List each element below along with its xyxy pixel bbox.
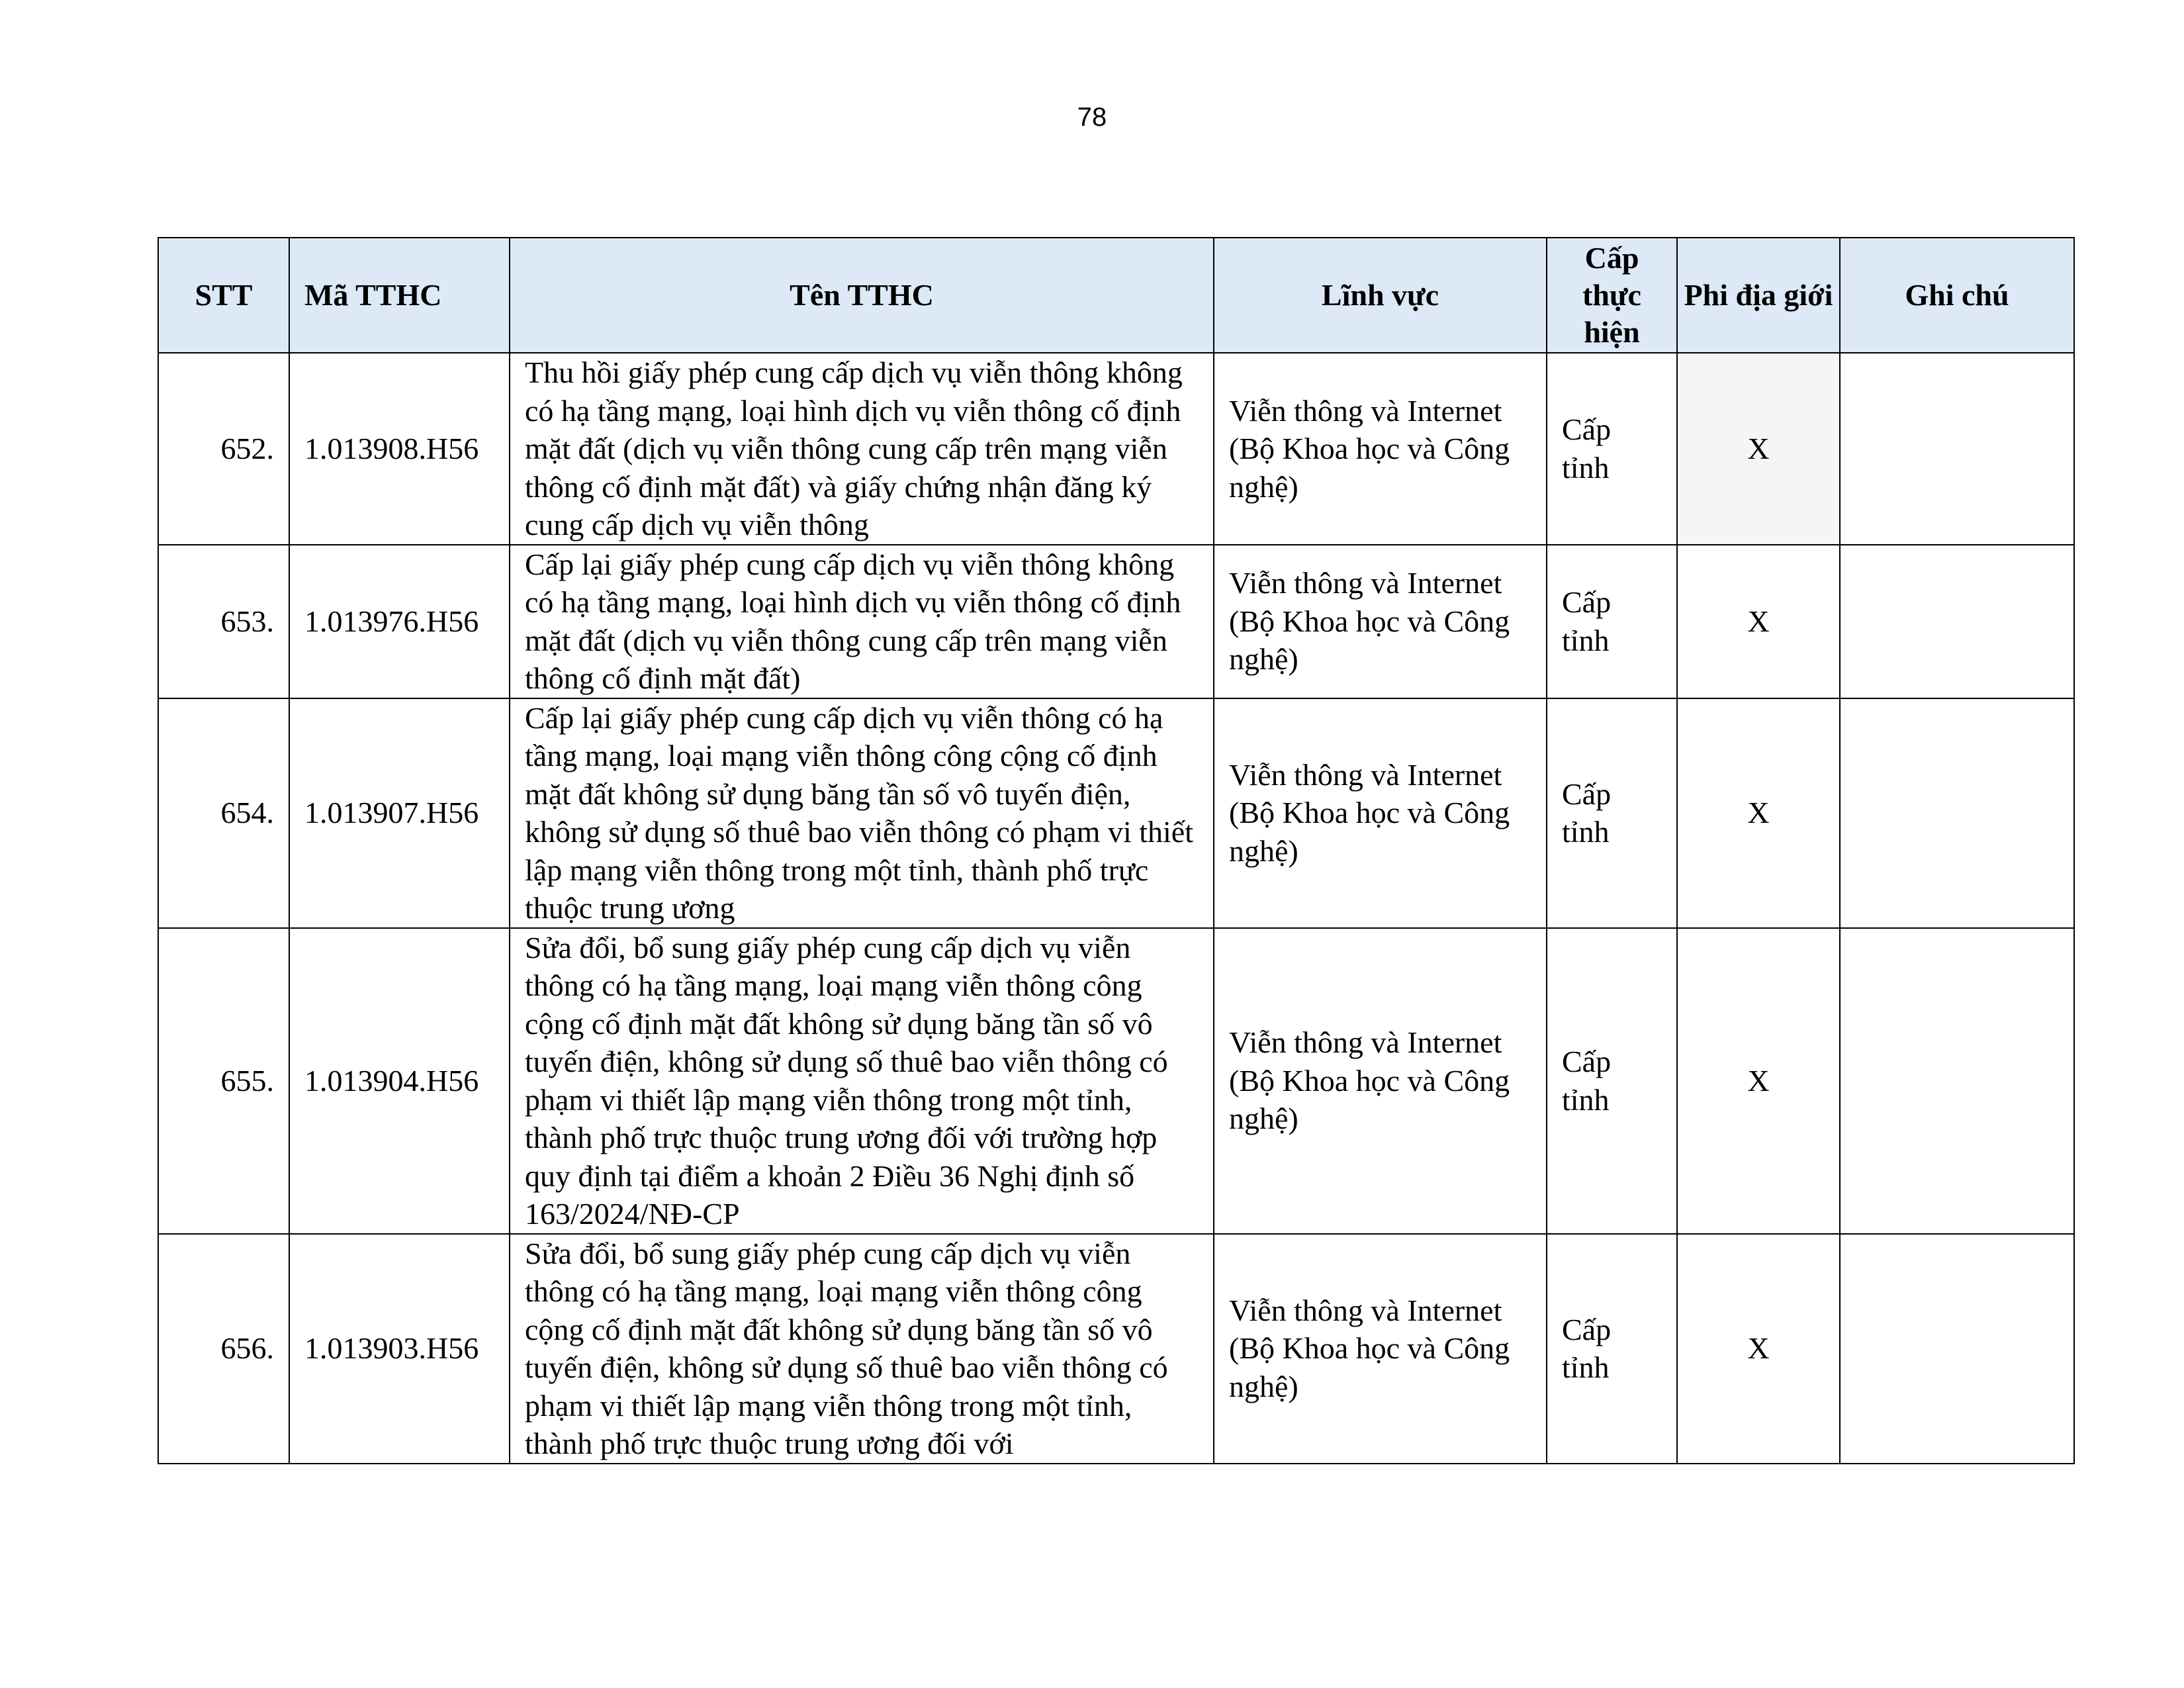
header-note: Ghi chú bbox=[1840, 238, 2074, 353]
cell-field: Viễn thông và Internet (Bộ Khoa học và Công nghệ) bbox=[1214, 1234, 1547, 1464]
table-row bbox=[158, 928, 2074, 1234]
cell-code: 1.013903.H56 bbox=[289, 1234, 510, 1464]
cell-non-territorial: X bbox=[1677, 928, 1840, 1234]
cell-code: 1.013907.H56 bbox=[289, 698, 510, 928]
cell-stt: 654. bbox=[158, 698, 289, 928]
header-level: Cấp thực hiện bbox=[1547, 238, 1677, 353]
cell-note bbox=[1840, 1234, 2074, 1464]
cell-level: Cấp tỉnh bbox=[1547, 698, 1677, 928]
cell-level: Cấp tỉnh bbox=[1547, 1234, 1677, 1464]
cell-code: 1.013908.H56 bbox=[289, 353, 510, 545]
cell-name: Thu hồi giấy phép cung cấp dịch vụ viễn thông không có hạ tầng mạng, loại hình dịch vụ viễn thông cố định mặt đất (dịch vụ viễn thông cung cấp trên mạng viễn thông cố định mặt đất) và giấy chứng nhận đăng ký cung cấp dịch vụ viễn thông bbox=[510, 353, 1214, 545]
cell-non-territorial: X bbox=[1677, 1234, 1840, 1464]
cell-stt: 652. bbox=[158, 353, 289, 545]
cell-code: 1.013976.H56 bbox=[289, 545, 510, 698]
cell-note bbox=[1840, 353, 2074, 545]
page-number: 78 bbox=[1077, 103, 1107, 132]
header-non-territorial: Phi địa giới bbox=[1677, 238, 1840, 353]
cell-name: Cấp lại giấy phép cung cấp dịch vụ viễn thông có hạ tầng mạng, loại mạng viễn thông công cộng cố định mặt đất không sử dụng băng tần số vô tuyến điện, không sử dụng số thuê bao viễn thông có phạm vi thiết lập mạng viễn thông trong một tỉnh, thành phố trực thuộc trung ương bbox=[510, 698, 1214, 928]
cell-name: Sửa đổi, bổ sung giấy phép cung cấp dịch vụ viễn thông có hạ tầng mạng, loại mạng viễn thông công cộng cố định mặt đất không sử dụng băng tần số vô tuyến điện, không sử dụng số thuê bao viễn thông có phạm vi thiết lập mạng viễn thông trong một tỉnh, thành phố trực thuộc trung ương đối với trường hợp quy định tại điểm a khoản 2 Điều 36 Nghị định số 163/2024/NĐ-CP bbox=[510, 928, 1214, 1234]
cell-level: Cấp tỉnh bbox=[1547, 353, 1677, 545]
cell-field: Viễn thông và Internet (Bộ Khoa học và Công nghệ) bbox=[1214, 928, 1547, 1234]
cell-name: Cấp lại giấy phép cung cấp dịch vụ viễn thông không có hạ tầng mạng, loại hình dịch vụ viễn thông cố định mặt đất (dịch vụ viễn thông cung cấp trên mạng viễn thông cố định mặt đất) bbox=[510, 545, 1214, 698]
table-row bbox=[158, 545, 2074, 698]
cell-field: Viễn thông và Internet (Bộ Khoa học và Công nghệ) bbox=[1214, 698, 1547, 928]
cell-level: Cấp tỉnh bbox=[1547, 928, 1677, 1234]
cell-note bbox=[1840, 545, 2074, 698]
cell-field: Viễn thông và Internet (Bộ Khoa học và Công nghệ) bbox=[1214, 545, 1547, 698]
cell-non-territorial: X bbox=[1677, 545, 1840, 698]
table-row bbox=[158, 353, 2074, 545]
cell-note bbox=[1840, 698, 2074, 928]
cell-non-territorial: X bbox=[1677, 698, 1840, 928]
cell-level: Cấp tỉnh bbox=[1547, 545, 1677, 698]
header-code: Mã TTHC bbox=[289, 238, 510, 353]
cell-name: Sửa đổi, bổ sung giấy phép cung cấp dịch vụ viễn thông có hạ tầng mạng, loại mạng viễn thông công cộng cố định mặt đất không sử dụng băng tần số vô tuyến điện, không sử dụng số thuê bao viễn thông có phạm vi thiết lập mạng viễn thông trong một tỉnh, thành phố trực thuộc trung ương đối với bbox=[510, 1234, 1214, 1464]
cell-stt: 653. bbox=[158, 545, 289, 698]
procedures-table bbox=[158, 237, 2075, 1464]
cell-non-territorial: X bbox=[1677, 353, 1840, 545]
table-row bbox=[158, 1234, 2074, 1464]
table-header-row bbox=[158, 238, 2074, 353]
cell-field: Viễn thông và Internet (Bộ Khoa học và Công nghệ) bbox=[1214, 353, 1547, 545]
header-field: Lĩnh vực bbox=[1214, 238, 1547, 353]
header-stt: STT bbox=[158, 238, 289, 353]
cell-stt: 656. bbox=[158, 1234, 289, 1464]
cell-code: 1.013904.H56 bbox=[289, 928, 510, 1234]
cell-stt: 655. bbox=[158, 928, 289, 1234]
cell-note bbox=[1840, 928, 2074, 1234]
header-name: Tên TTHC bbox=[510, 238, 1214, 353]
table-row bbox=[158, 698, 2074, 928]
